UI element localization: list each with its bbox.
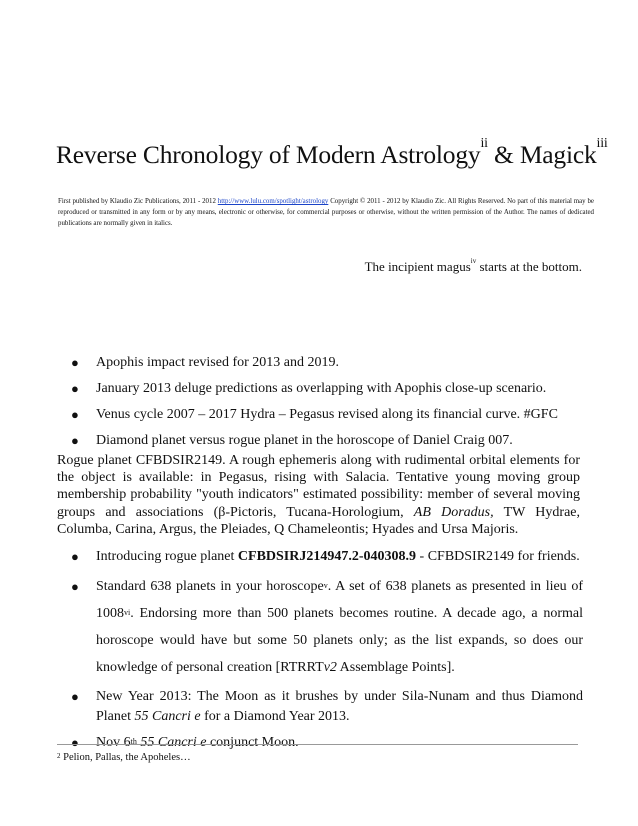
publisher-link[interactable]: http://www.lulu.com/spotlight/astrology xyxy=(217,198,329,205)
bullet-icon: ● xyxy=(71,549,79,564)
endnote-ref[interactable]: v xyxy=(323,581,328,590)
bullet-icon: ● xyxy=(71,433,79,448)
list-item: ● Nov 6th 55 Cancri e conjunct Moon. xyxy=(56,733,583,753)
footnote-separator xyxy=(57,744,578,745)
bullet-icon: ● xyxy=(71,689,79,704)
list-item: ● Venus cycle 2007 – 2017 Hydra – Pegasus revised along its financial curve. #GFC xyxy=(56,405,584,431)
bullet-icon: ● xyxy=(71,579,79,594)
page-title: Reverse Chronology of Modern Astrology$^{ii}$ & Magick$^{iii}$ xyxy=(56,136,608,169)
bullet-icon: ● xyxy=(71,407,79,422)
bullet-icon: ● xyxy=(71,735,79,750)
list-item: ● Introducing rogue planet CFBDSIRJ214947.2-040308.9 - CFBDSIR2149 for friends. xyxy=(56,547,583,567)
bullet-list-top xyxy=(56,353,584,457)
bullet-list-bottom xyxy=(56,547,583,759)
list-item: ● Diamond planet versus rogue planet in the horoscope of Daniel Craig 007. xyxy=(56,431,584,457)
publication-note: First published by Klaudio Zic Publications, 2011 - 2012 http://www.lulu.com/spotlight/astrology Copyright © 2011 - 2012 by Klaudio Zic. All Rights Reserved. No part of this material may be reproduced or transmitted in any form or by any means, electronic or otherwise, for commercial purposes or otherwise, without the written permission of the Author. The names of dedicated publications are normally given in italics. xyxy=(58,198,594,227)
footnote: $^2$ Pelion, Pallas, the Apoheles… xyxy=(57,752,191,763)
bullet-icon: ● xyxy=(71,381,79,396)
endnote-ref[interactable]: vi xyxy=(124,608,131,617)
title-endnote-ref-2[interactable]: iii xyxy=(596,136,608,151)
list-item: ● New Year 2013: The Moon as it brushes by under Sila-Nunam and thus Diamond Planet 55 Cancri e for a Diamond Year 2013. xyxy=(71,689,583,724)
magus-endnote-ref[interactable]: iv xyxy=(470,257,477,265)
rogue-planet-paragraph: Rogue planet CFBDSIR2149. A rough ephemeris along with rudimental orbital elements for the object is available: in Pegasus, rising with Salacia. Tentative young moving group membership probability "youth indicators" estimated possibility: member of several moving groups and associations (β-Pictoris, Tucana-Horologium, AB Doradus, TW Hydrae, Columba, Carina, Argus, the Pleiades, Q Chameleontis; Hyades and Ursa Majoris. xyxy=(57,453,580,537)
list-item: ● Standard 638 planets in your horoscope$^v$. A set of 638 planets as presented in lieu of 1008$^{vi}$. Endorsing more than 500 planets becomes routine. A decade ago, a normal horoscope would have but some 50 planets only; as the list expands, so does our knowledge of personal creation [RTRRTv2 Assemblage Points]. xyxy=(56,573,583,681)
list-item: ● Apophis impact revised for 2013 and 2019. xyxy=(56,353,584,379)
list-item: ● January 2013 deluge predictions as overlapping with Apophis close-up scenario. xyxy=(56,379,584,405)
title-endnote-ref-1[interactable]: ii xyxy=(480,136,488,151)
bullet-icon: ● xyxy=(71,355,79,370)
incipient-magus-note: The incipient magus$^{iv}$ starts at the bottom. xyxy=(364,257,582,274)
